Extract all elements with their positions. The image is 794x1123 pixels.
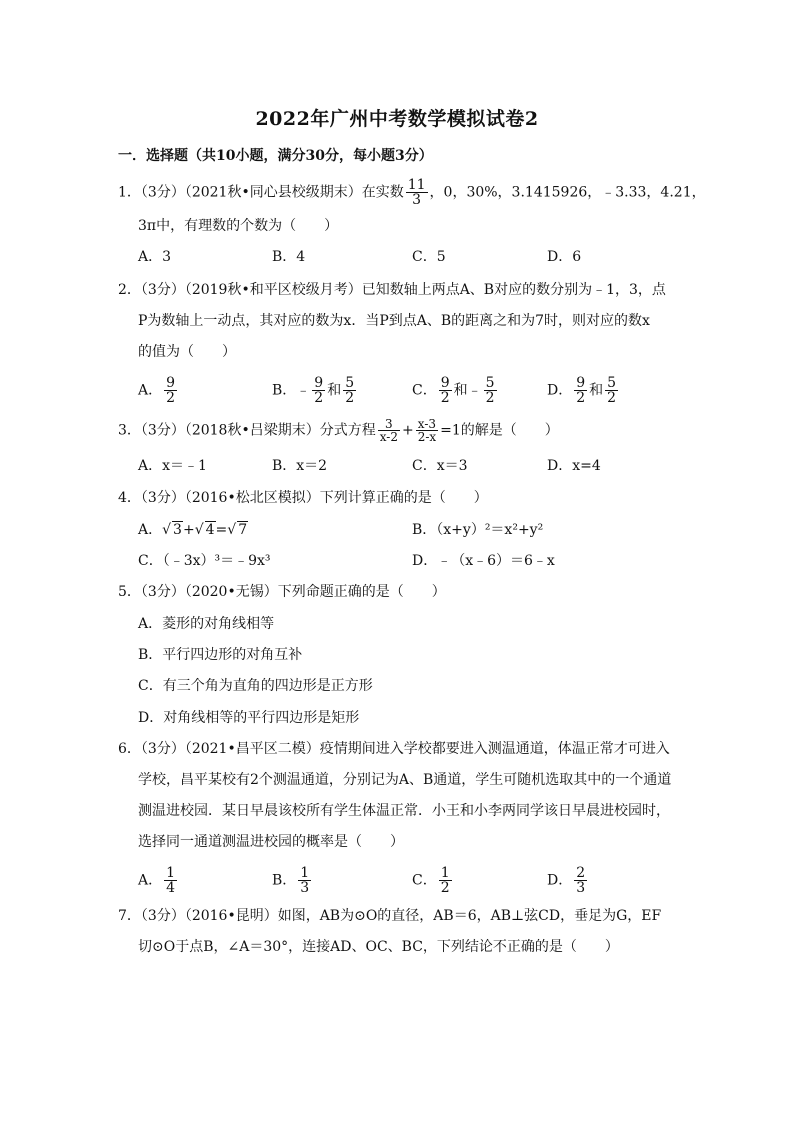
q2-c-label: C． [412, 382, 437, 399]
q6-option-c [412, 866, 454, 895]
q1-line1 [118, 178, 706, 207]
q4-a-sqrt1: √ 3 [162, 522, 182, 538]
q2-c-num1: 9 [440, 375, 450, 391]
q4-option-c: C．（﹣3x）³＝﹣9x³ [138, 553, 271, 569]
q3-tail: 的解是（ ） [460, 422, 559, 439]
q4-option-a [138, 520, 248, 540]
q2-d-label: D． [547, 382, 573, 399]
q6-b-den: 3 [300, 880, 310, 896]
q2-c-den1: 2 [440, 390, 450, 406]
q3-option-b: B．x＝2 [272, 458, 328, 474]
q4-option-b: B．（x+y）²＝x²+y² [412, 522, 544, 538]
q4-a-rad1: 3 [173, 522, 182, 538]
q1-line2: 3π中，有理数的个数为（ ） [138, 218, 339, 234]
q4-a-eq: = [215, 522, 228, 538]
q6-d-frac [574, 866, 587, 895]
q2-b-num2: 5 [345, 375, 355, 391]
q2-b-num1: 9 [314, 375, 324, 391]
q6-line3: 测温进校园．某日早晨该校所有学生体温正常．小王和小李两同学该日早晨进校园时， [138, 803, 670, 819]
q2-line3: 的值为（ ） [138, 344, 236, 360]
q4-a-rad3: 7 [238, 522, 248, 538]
q6-b-label: B． [272, 872, 297, 889]
q2-b-den1: 2 [314, 390, 324, 406]
q6-option-a [138, 866, 179, 895]
q2-d-num2: 5 [607, 375, 617, 391]
q6-c-den: 2 [440, 880, 450, 896]
q4-a-label: A． [138, 522, 163, 538]
q4-a-rad2: 4 [205, 522, 215, 538]
q5-option-c: C．有三个角为直角的四边形是正方形 [138, 678, 373, 694]
q2-d-den1: 2 [576, 390, 586, 406]
q6-option-d [547, 866, 589, 895]
q6-c-label: C． [412, 872, 437, 889]
q4-a-sqrt3: √ 7 [227, 522, 248, 538]
q3-f2-den: 2-x [417, 430, 437, 444]
q5-option-a: A．菱形的对角线相等 [138, 616, 275, 632]
q2-a-num: 9 [166, 375, 176, 391]
q6-a-den: 4 [166, 880, 176, 896]
q2-d-frac2 [605, 376, 618, 405]
q3-eq: =1 [440, 422, 461, 439]
q2-b-frac2 [343, 376, 356, 405]
q4-a-plus: + [182, 522, 195, 538]
q3-f2-num: x-3 [416, 418, 438, 431]
q2-b-and: 和 [327, 382, 342, 399]
q2-c-den2: 2 [485, 390, 495, 406]
q6-a-label: A． [138, 872, 163, 889]
q6-d-label: D． [547, 872, 573, 889]
q2-c-frac1 [439, 376, 452, 405]
q2-option-d [547, 376, 620, 405]
q2-option-c [412, 376, 499, 405]
q4-option-d: D．﹣（x﹣6）＝6﹣x [412, 553, 555, 569]
q3-frac1 [378, 418, 400, 443]
q3-option-a: A．x＝﹣1 [138, 458, 207, 474]
q2-option-a [138, 376, 179, 405]
q6-line2: 学校，昌平某校有2个测温通道，分别记为A、B通道，学生可随机选取其中的一个通道 [138, 772, 672, 788]
q4-a-sqrt2: √ 4 [194, 522, 215, 538]
q4-line1: 4．（3分）（2016•松北区模拟）下列计算正确的是（ ） [118, 490, 488, 506]
page-title: 2022年广州中考数学模拟试卷2 [255, 108, 539, 130]
q7-line2: 切⊙O于点B，∠A＝30°，连接AD、OC、BC，下列结论不正确的是（ ） [138, 939, 619, 955]
q2-b-den2: 2 [345, 390, 355, 406]
q6-option-b [272, 866, 313, 895]
q3-option-d: D．x=4 [547, 458, 601, 474]
q6-d-num: 2 [576, 865, 586, 881]
q2-d-num1: 9 [576, 375, 586, 391]
q3-option-c: C．x＝3 [412, 458, 468, 474]
q6-c-frac [439, 866, 452, 895]
q3-frac2 [416, 418, 438, 443]
q2-option-b [272, 376, 358, 405]
section-heading: 一．选择题（共10小题，满分30分，每小题3分） [118, 148, 433, 164]
q3-lead: 3．（3分）（2018秋•吕梁期末）分式方程 [118, 422, 376, 439]
q2-line2: P为数轴上一动点，其对应的数为x．当P到点A、B的距离之和为7时，则对应的数x [138, 313, 650, 329]
q2-a-frac [164, 376, 177, 405]
q1-option-a: A．3 [138, 249, 172, 265]
q5-line1: 5．（3分）（2020•无锡）下列命题正确的是（ ） [118, 584, 446, 600]
q3-f1-num: 3 [378, 418, 400, 431]
q6-b-frac [298, 866, 311, 895]
q6-a-num: 1 [166, 865, 176, 881]
q2-d-frac1 [574, 376, 587, 405]
q1-option-c: C．5 [412, 249, 446, 265]
q2-c-sign: ﹣ [467, 382, 482, 399]
q2-d-den2: 2 [607, 390, 617, 406]
q2-b-label: B． [272, 382, 297, 399]
q6-line1: 6．（3分）（2021•昌平区二模）疫情期间进入学校都要进入测温通道，体温正常才可进入 [118, 741, 670, 757]
q3-line1 [118, 418, 559, 443]
q2-a-den: 2 [166, 390, 176, 406]
q6-a-frac [164, 866, 177, 895]
q2-line1: 2．（3分）（2019秋•和平区校级月考）已知数轴上两点A、B对应的数分别为﹣1，3，点 [118, 282, 666, 298]
q5-option-d: D．对角线相等的平行四边形是矩形 [138, 710, 360, 726]
q6-line4: 选择同一通道测温进校园的概率是（ ） [138, 834, 404, 850]
q7-line1: 7．（3分）（2016•昆明）如图，AB为⊙O的直径，AB＝6，AB⊥弦CD，垂足为G，EF [118, 908, 662, 924]
q2-b-frac1 [312, 376, 325, 405]
q1-option-d: D．6 [547, 249, 582, 265]
q1-fraction [406, 178, 428, 207]
q1-frac-den: 3 [412, 192, 422, 208]
q2-c-num2: 5 [485, 375, 495, 391]
q6-d-den: 3 [576, 880, 586, 896]
q2-b-sign: ﹣ [296, 382, 311, 399]
q3-f1-den: x-2 [379, 430, 398, 444]
q1-frac-num: 11 [407, 177, 426, 193]
q1-lead: 1．（3分）（2021秋•同心县校级期末）在实数 [118, 184, 404, 201]
q5-option-b: B．平行四边形的对角互补 [138, 647, 303, 663]
q2-a-label: A． [138, 382, 163, 399]
q6-c-num: 1 [440, 865, 450, 881]
q6-b-num: 1 [300, 865, 310, 881]
q1-tail: ，0，30%，3.1415926，﹣3.33，4.21， [429, 184, 706, 201]
q1-option-b: B．4 [272, 249, 306, 265]
q3-plus: + [401, 422, 414, 439]
q2-d-and: 和 [589, 382, 604, 399]
q2-c-and: 和 [453, 382, 468, 399]
q2-c-frac2 [484, 376, 497, 405]
